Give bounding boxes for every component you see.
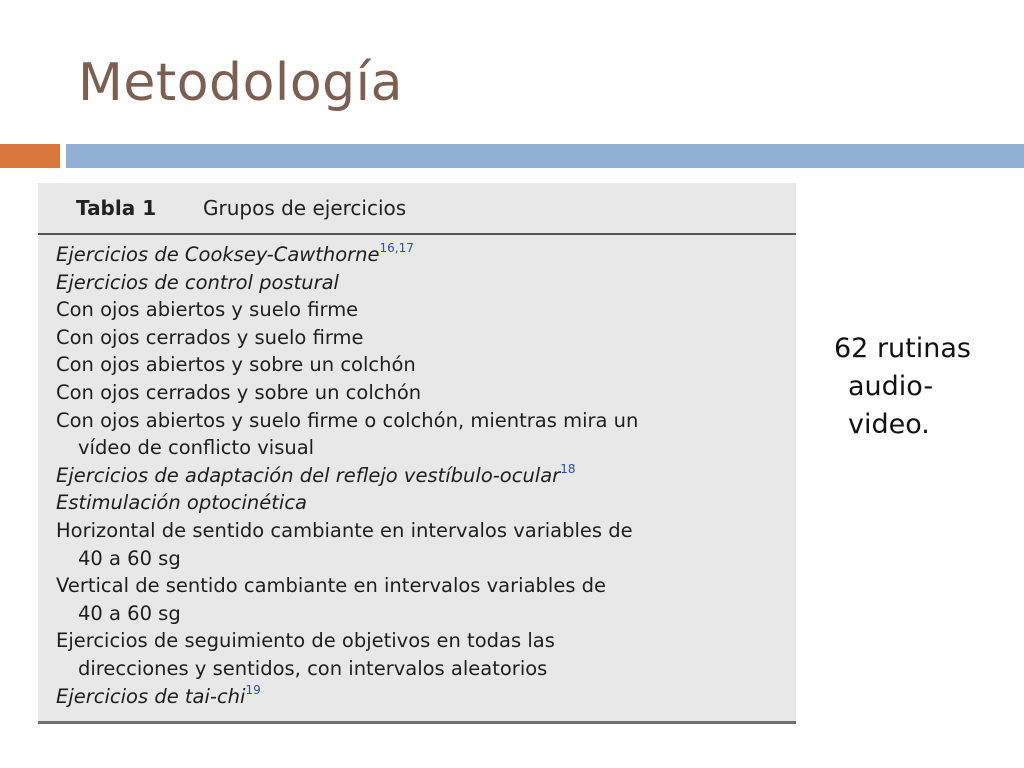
table-row: vídeo de conflicto visual xyxy=(78,436,315,460)
side-note-line: 62 rutinas xyxy=(834,333,971,364)
exercise-table xyxy=(38,183,796,724)
table-row: Estimulación optocinética xyxy=(56,491,308,515)
table-row: Ejercicios de tai-chi$^{19}$ xyxy=(56,682,261,708)
reference-superscript: 19 xyxy=(245,682,261,697)
reference-superscript: 16,17 xyxy=(379,241,414,255)
slide-title: Metodología xyxy=(78,53,403,113)
table-row: Vertical de sentido cambiante en intervalos variables de xyxy=(56,574,607,598)
accent-bar-blue xyxy=(66,144,1024,168)
table-body xyxy=(56,241,791,710)
table-row: Ejercicios de control postural xyxy=(56,270,339,294)
side-note-line: audio- xyxy=(848,371,934,402)
table-row: Con ojos abiertos y suelo firme xyxy=(56,298,359,322)
table-row: Con ojos cerrados y sobre un colchón xyxy=(56,380,422,404)
table-row: Horizontal de sentido cambiante en intervalos variables de xyxy=(56,518,633,542)
table-number: Tabla 1 xyxy=(76,196,157,220)
accent-bar-orange xyxy=(0,144,60,168)
table-row: Ejercicios de Cooksey-Cawthorne$^{16,17}$ xyxy=(56,241,414,266)
table-header xyxy=(38,183,796,235)
table-row: Con ojos abiertos y suelo firme o colchón, mientras mira un xyxy=(56,408,639,432)
table-row: 40 a 60 sg xyxy=(78,601,181,625)
side-note xyxy=(834,330,1014,444)
table-row: direcciones y sentidos, con intervalos aleatorios xyxy=(78,656,548,680)
table-row: 40 a 60 sg xyxy=(78,546,181,570)
table-row: Ejercicios de seguimiento de objetivos en todas las xyxy=(56,629,555,653)
table-caption: Grupos de ejercicios xyxy=(203,196,407,220)
side-note-line: video. xyxy=(848,409,930,440)
table-row: Ejercicios de adaptación del reflejo vestíbulo-ocular$^{18}$ xyxy=(56,461,576,487)
table-row: Con ojos abiertos y sobre un colchón xyxy=(56,353,416,377)
table-row: Con ojos cerrados y suelo firme xyxy=(56,325,364,349)
reference-superscript: 18 xyxy=(560,461,576,476)
